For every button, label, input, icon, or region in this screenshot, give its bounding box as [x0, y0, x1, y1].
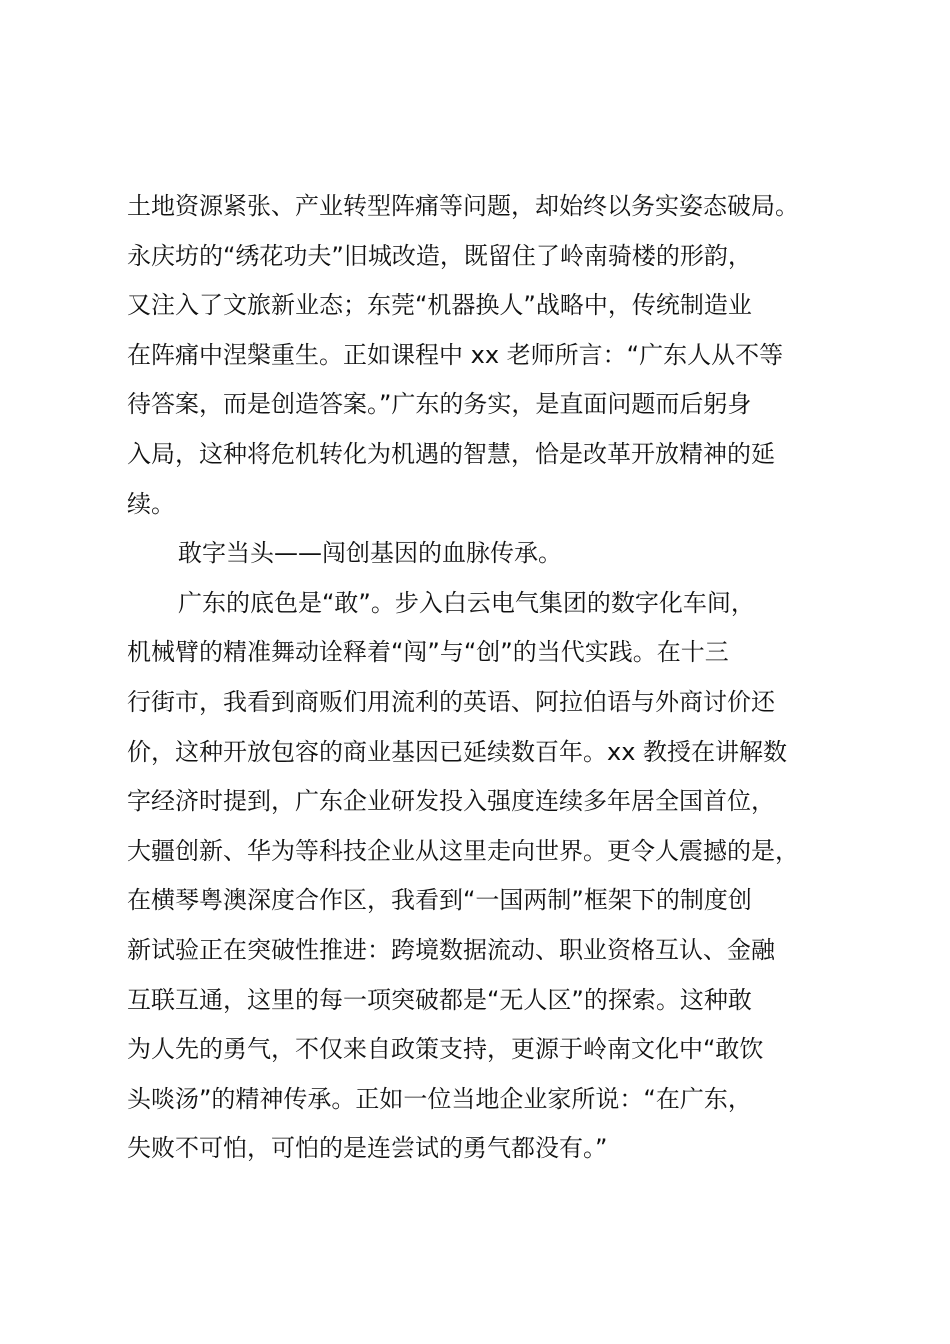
document-body [127, 182, 862, 1174]
text-line: 广东的底色是“敢”。步入白云电气集团的数字化车间， [178, 588, 755, 617]
section-heading [127, 529, 862, 579]
text-line: 在阵痛中涅槃重生。正如课程中 xx 老师所言：“广东人从不等 [127, 340, 784, 369]
text-line: 待答案，而是创造答案。”广东的务实，是直面问题而后躬身 [127, 390, 752, 419]
text-line: 在横琴粤澳深度合作区，我看到“一国两制”框架下的制度创 [127, 886, 752, 915]
text-line: 行街市，我看到商贩们用流利的英语、阿拉伯语与外商讨价还 [127, 687, 775, 716]
text-line: 土地资源紧张、产业转型阵痛等问题，却始终以务实姿态破局。 [127, 192, 799, 220]
paragraph-courage [127, 579, 862, 1174]
text-line: 新试验正在突破性推进：跨境数据流动、职业资格互认、金融 [127, 935, 775, 964]
text-line: 入局，这种将危机转化为机遇的智慧，恰是改革开放精神的延 [127, 439, 775, 468]
text-line: 大疆创新、华为等科技企业从这里走向世界。更令人震撼的是， [127, 836, 799, 865]
text-line: 为人先的勇气，不仅来自政策支持，更源于岭南文化中“敢饮 [127, 1035, 764, 1064]
text-line: 续。 [127, 489, 175, 518]
text-line: 永庆坊的“绣花功夫”旧城改造，既留住了岭南骑楼的形韵， [127, 241, 752, 270]
text-line: 头啖汤”的精神传承。正如一位当地企业家所说：“在广东， [127, 1084, 752, 1113]
text-line: 字经济时提到，广东企业研发投入强度连续多年居全国首位， [127, 787, 775, 816]
paragraph-pragmatism [127, 182, 862, 529]
text-line: 敢字当头——闯创基因的血脉传承。 [178, 539, 562, 568]
text-line: 互联互通，这里的每一项突破都是“无人区”的探索。这种敢 [127, 985, 752, 1014]
text-line: 价，这种开放包容的商业基因已延续数百年。xx 教授在讲解数 [127, 737, 788, 766]
text-line: 机械臂的精准舞动诠释着“闯”与“创”的当代实践。在十三 [127, 638, 729, 667]
text-line: 又注入了文旅新业态；东莞“机器换人”战略中，传统制造业 [127, 291, 752, 320]
text-line: 失败不可怕，可怕的是连尝试的勇气都没有。” [127, 1134, 608, 1163]
